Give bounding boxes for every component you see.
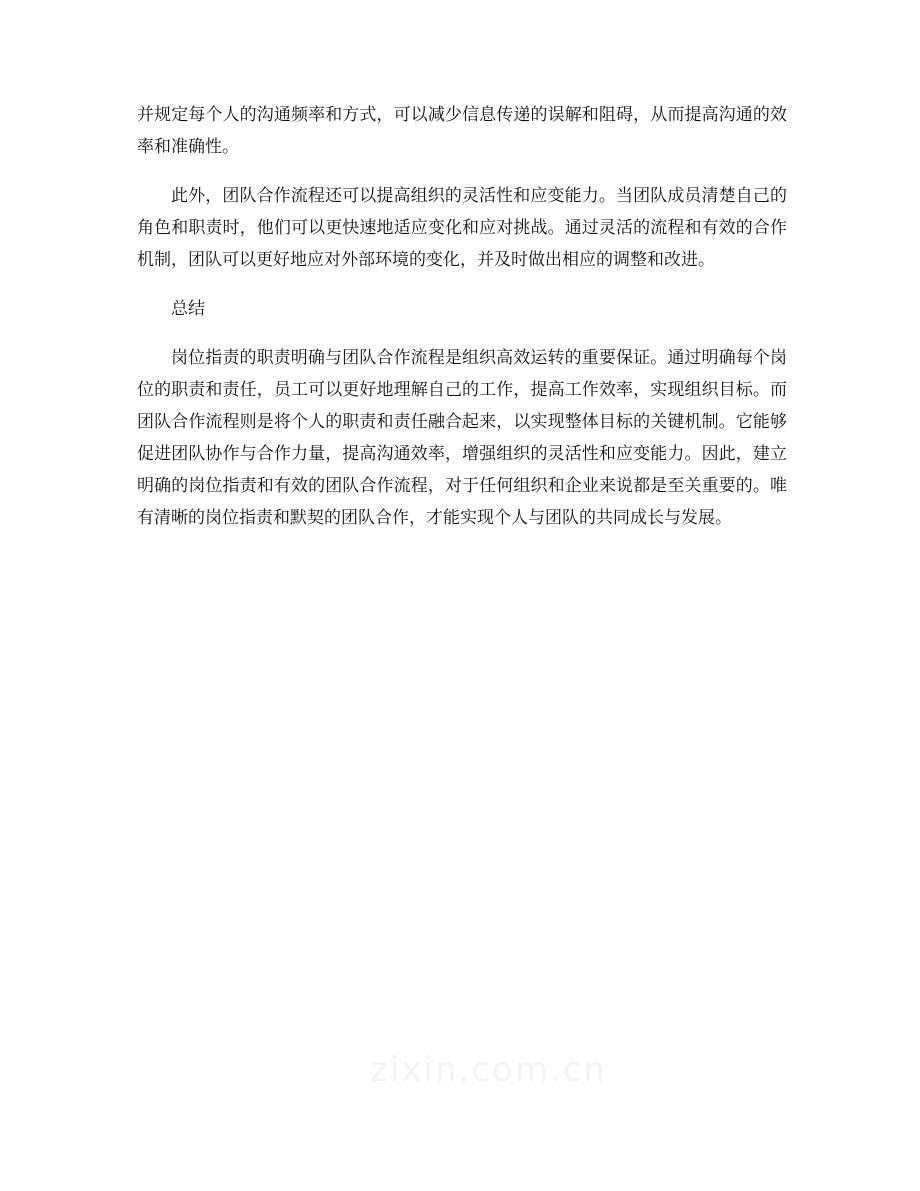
paragraph-flexibility: 此外，团队合作流程还可以提高组织的灵活性和应变能力。当团队成员清楚自己的角色和职责时，他们可以更快速地适应变化和应对挑战。通过灵活的流程和有效的合作机制，团队可以更好地应对外部环境的变化，并及时做出相应的调整和改进。 [137, 186, 787, 270]
section-heading-summary: 总结 [171, 299, 205, 319]
watermark: zixin.com.cn [370, 1050, 607, 1090]
paragraph-continuation: 并规定每个人的沟通频率和方式，可以减少信息传递的误解和阻碍，从而提高沟通的效率和准确性。 [137, 105, 787, 157]
document-body [137, 99, 787, 551]
paragraph-summary: 岗位指责的职责明确与团队合作流程是组织高效运转的重要保证。通过明确每个岗位的职责和责任，员工可以更好地理解自己的工作，提高工作效率，实现组织目标。而团队合作流程则是将个人的职责和责任融合起来，以实现整体目标的关键机制。它能够促进团队协作与合作力量，提高沟通效率，增强组织的灵活性和应变能力。因此，建立明确的岗位指责和有效的团队合作流程，对于任何组织和企业来说都是至关重要的。唯有清晰的岗位指责和默契的团队合作，才能实现个人与团队的共同成长与发展。 [137, 348, 787, 528]
